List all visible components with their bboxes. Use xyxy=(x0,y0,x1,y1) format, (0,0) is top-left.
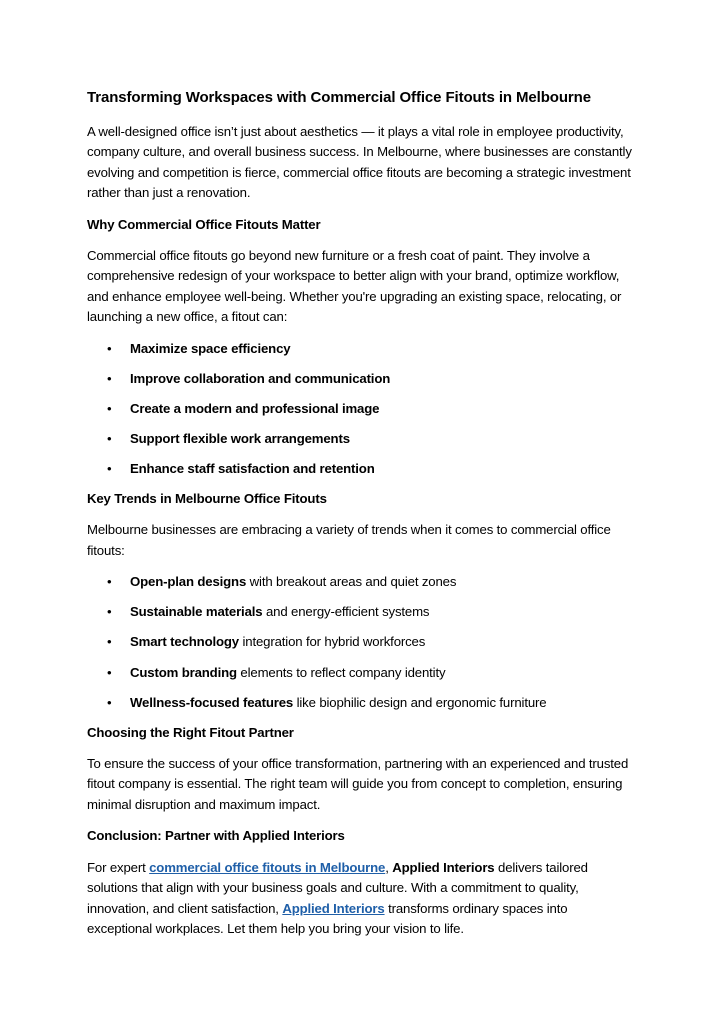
list-item-text: Maximize space efficiency xyxy=(130,340,291,356)
list-item xyxy=(87,632,634,652)
list-item-text: Enhance staff satisfaction and retention xyxy=(130,460,375,476)
section-paragraph-partner: To ensure the success of your office transformation, partnering with an experienced and trusted fitout company is essential. The right team will guide you from concept to completion, ensuring minimal disruption and maximum impact. xyxy=(87,756,629,812)
list-item xyxy=(87,459,634,479)
bullet-icon: • xyxy=(107,574,112,590)
list-item xyxy=(87,572,634,592)
list-item-text: and energy-efficient systems xyxy=(262,604,430,620)
bullet-icon: • xyxy=(107,634,112,650)
section-paragraph-trends: Melbourne businesses are embracing a variety of trends when it comes to commercial office fitouts: xyxy=(87,522,611,558)
section-paragraph-why: Commercial office fitouts go beyond new furniture or a fresh coat of paint. They involve a comprehensive redesign of your workspace to better align with your brand, optimize workflow, and enhance employee well-being. Whether you're upgrading an existing space, relocating, or launching a new office, a fitout can: xyxy=(87,248,622,325)
list-item-bold: Smart technology xyxy=(130,634,239,650)
list-item xyxy=(87,663,634,683)
conclusion-comma: , xyxy=(385,859,393,875)
list-item-bold: Wellness-focused features xyxy=(130,694,294,710)
list-item-bold: Open-plan designs xyxy=(130,574,247,590)
bullet-icon: • xyxy=(107,370,112,386)
bullet-icon: • xyxy=(107,430,112,446)
section-heading-partner: Choosing the Right Fitout Partner xyxy=(87,724,294,740)
bullet-icon: • xyxy=(107,604,112,620)
bullet-icon: • xyxy=(107,340,112,356)
intro-paragraph: A well-designed office isn’t just about aesthetics — it plays a vital role in employee productivity, company culture, and overall business success. In Melbourne, where businesses are constantly evolving and competition is fierce, commercial office fitouts are becoming a strategic investment rather than just a renovation. xyxy=(87,124,632,201)
bullet-icon: • xyxy=(107,664,112,680)
list-item xyxy=(87,339,634,359)
list-item-text: like biophilic design and ergonomic furniture xyxy=(293,694,547,710)
list-item-bold: Sustainable materials xyxy=(130,604,263,620)
section-paragraph-conclusion xyxy=(87,858,634,940)
list-item-text: Improve collaboration and communication xyxy=(130,370,391,386)
bullet-icon: • xyxy=(107,400,112,416)
list-item-text: Support flexible work arrangements xyxy=(130,430,350,446)
company-name-bold: Applied Interiors xyxy=(392,859,495,875)
list-item xyxy=(87,693,634,713)
section-heading-conclusion: Conclusion: Partner with Applied Interiors xyxy=(87,828,345,844)
list-item xyxy=(87,429,634,449)
list-item-text: elements to reflect company identity xyxy=(236,664,446,680)
list-item-text: Create a modern and professional image xyxy=(130,400,380,416)
list-item-text: with breakout areas and quiet zones xyxy=(246,574,457,590)
trends-list xyxy=(87,572,634,713)
list-item xyxy=(87,602,634,622)
bullet-icon: • xyxy=(107,460,112,476)
conclusion-text-start: For expert xyxy=(87,859,150,875)
conclusion-text-mid: delivers tailored solutions that align with your business goals and culture. With a commitment to quality, innovation, and client satisfaction, xyxy=(87,859,588,916)
list-item-bold: Custom branding xyxy=(130,664,237,680)
benefits-list xyxy=(87,339,634,480)
bullet-icon: • xyxy=(107,694,112,710)
applied-interiors-link[interactable]: Applied Interiors xyxy=(282,900,385,916)
section-heading-why: Why Commercial Office Fitouts Matter xyxy=(87,216,321,232)
list-item-text: integration for hybrid workforces xyxy=(238,634,426,650)
list-item xyxy=(87,369,634,389)
document-title: Transforming Workspaces with Commercial Office Fitouts in Melbourne xyxy=(87,89,591,106)
section-heading-trends: Key Trends in Melbourne Office Fitouts xyxy=(87,491,327,507)
list-item xyxy=(87,399,634,419)
commercial-fitouts-link[interactable]: commercial office fitouts in Melbourne xyxy=(149,859,386,875)
conclusion-text-end: transforms ordinary spaces into exceptional workplaces. Let them help you bring your vision to life. xyxy=(87,900,568,936)
